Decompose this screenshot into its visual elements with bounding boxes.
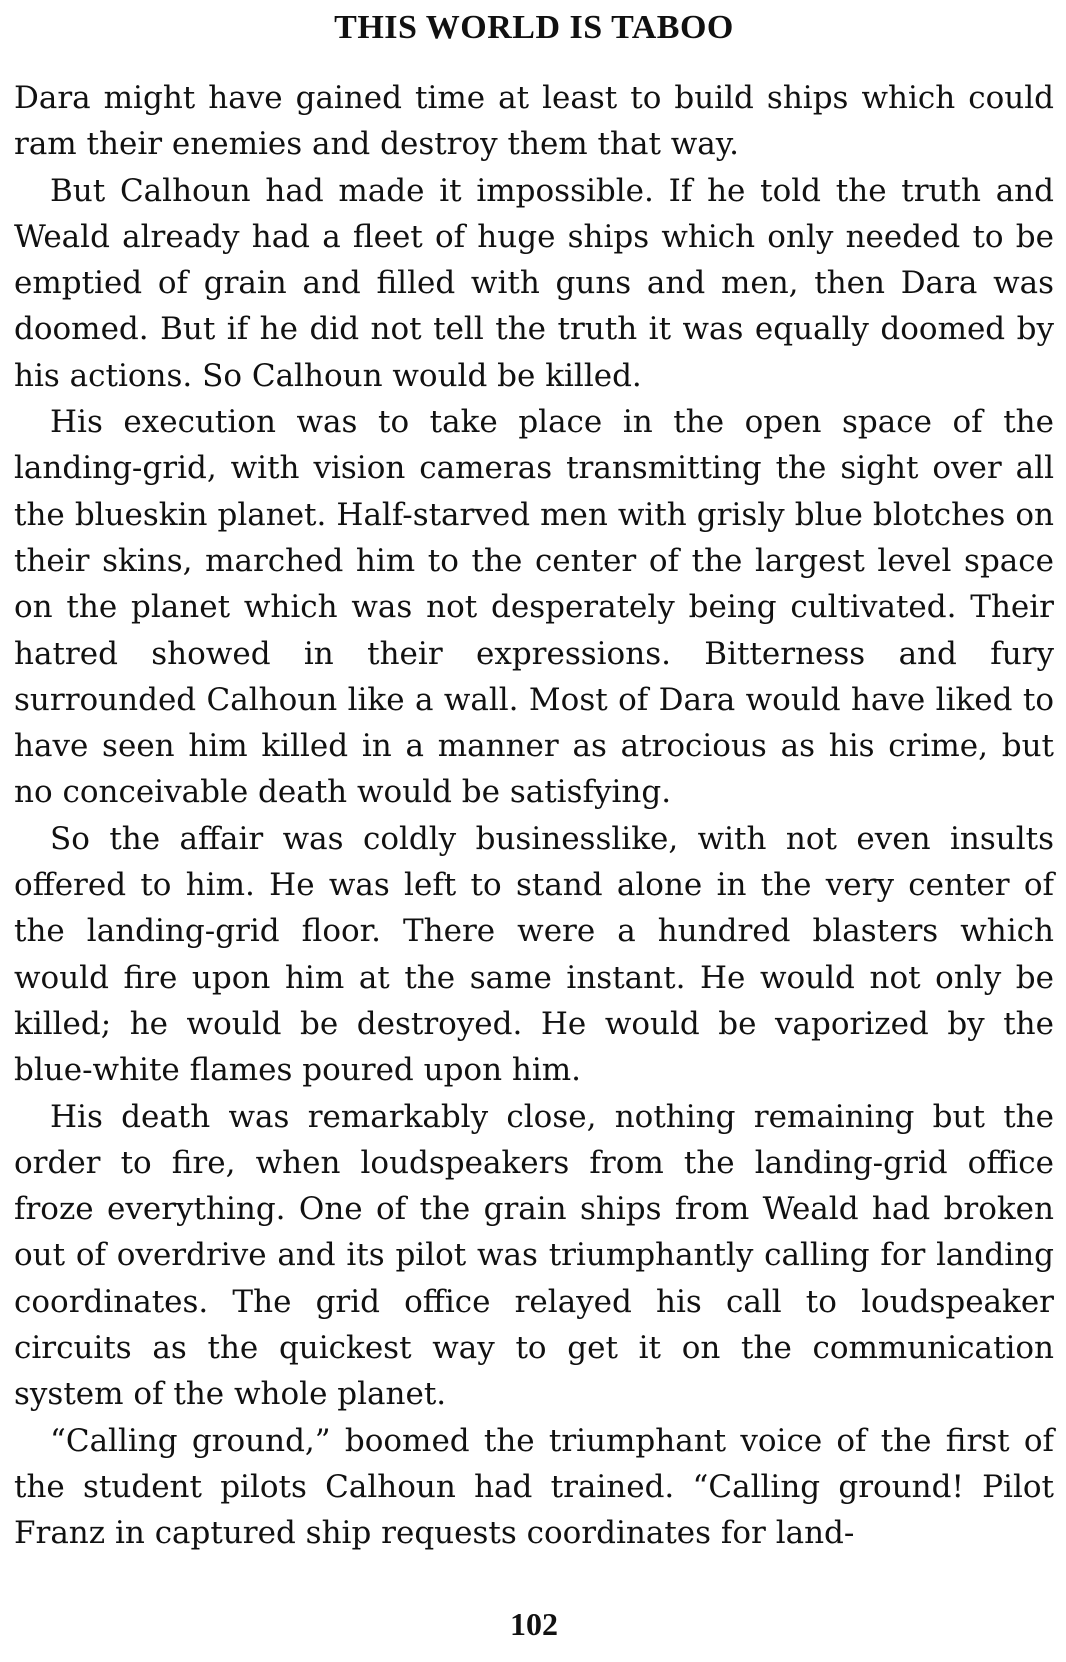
paragraph-6: “Calling ground,” boomed the triumphant voice of the first of the student pilots Calhoun had trained. “Calling ground! Pilot Franz in captured ship requests coordinates for land- bbox=[14, 1422, 1054, 1552]
page-number: 102 bbox=[510, 1606, 558, 1642]
paragraph-4: So the affair was coldly businesslike, with not even insults offered to him. He was left to stand alone in the very center of the landing-grid floor. There were a hundred blasters which would fire upon him at the same instant. He would not only be killed; he would be destroyed. He would be vaporized by the blue-white flames poured upon him. bbox=[14, 820, 1054, 1089]
book-page bbox=[14, 0, 1054, 1662]
paragraph-1: Dara might have gained time at least to build ships which could ram their enemies and destroy them that way. bbox=[14, 80, 1054, 163]
running-head-title: THIS WORLD IS TABOO bbox=[334, 9, 734, 46]
paragraph-3: His execution was to take place in the open space of the landing-grid, with vision cameras transmitting the sight over all the blueskin planet. Half-starved men with grisly blue blotches on their skins, marched him to the center of the largest level space on the planet which was not desperately being cultivated. Their hatred showed in their expressions. Bitterness and fury surrounded Calhoun like a wall. Most of Dara would have liked to have seen him killed in a manner as atrocious as his crime, but no conceivable death would be satisfying. bbox=[14, 404, 1054, 811]
body-text bbox=[14, 75, 1054, 1557]
paragraph-5: His death was remarkably close, nothing remaining but the order to fire, when loudspeakers from the landing-grid office froze everything. One of the grain ships from Weald had broken out of overdrive and its pilot was triumphantly calling for landing coordinates. The grid office relayed his call to loudspeaker circuits as the quickest way to get it on the communication system of the whole planet. bbox=[14, 1098, 1054, 1413]
paragraph-2: But Calhoun had made it impossible. If he told the truth and Weald already had a fleet of huge ships which only needed to be emptied of grain and filled with guns and men, then Dara was doomed. But if he did not tell the truth it was equally doomed by his actions. So Calhoun would be killed. bbox=[14, 172, 1054, 394]
